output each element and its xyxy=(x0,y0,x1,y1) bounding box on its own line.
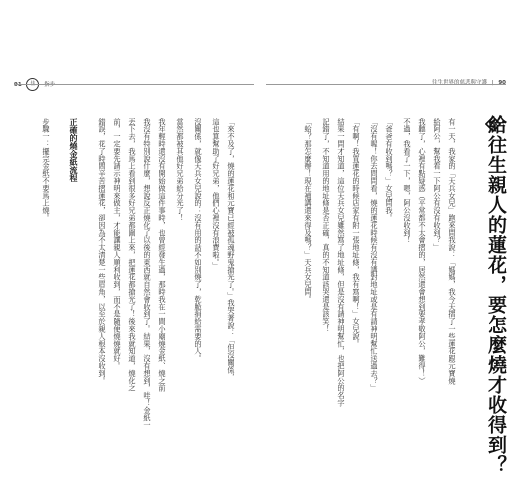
left-page-number: 91 xyxy=(14,82,22,88)
chapter-badge: 佳 xyxy=(26,78,39,91)
step-one: 步驟一：擺完金紙不要馬上燒。 xyxy=(42,118,51,222)
right-page-header: 往生世界的慈悲與守護 | 90 xyxy=(431,80,506,86)
paragraph: 「沒有喔！你去問問看，燒的蓮花時候有沒有講對地址或是有請神明幫忙送過去？」 xyxy=(370,118,379,392)
paragraph: 錯誤，花了時間辛苦摺蓮花，卻因為不太清楚一些眉角，以至於親人根本沒收到。 xyxy=(98,118,107,385)
paragraph: 丟下去，我馬上看到很多好兄弟都圍上來，把蓮花都搶光了！後來我就知道，燒化之 xyxy=(128,118,137,392)
paragraph: 結果一問才知道，這位天兵女兒雖然寫了地址條，但是沒有請神明幫忙，也把阿公的名字 xyxy=(337,118,346,407)
paragraph: 有一天，我家的「天兵女兒」跑來問我說：「媽媽，我今天摺了一些蓮花跟元寶燒 xyxy=(448,118,457,385)
paragraph: 「爸爸有收到嗎？」女兒問我。 xyxy=(385,118,394,222)
left-section-label: 指步 xyxy=(44,82,56,88)
paragraph: 給阿公，幫我看一下阿公有沒有收到？」 xyxy=(433,118,442,252)
paragraph: 前，一定要先請示神明來做主，才能讓親人順利收到，而不是隨便燒燒就好。 xyxy=(113,118,122,370)
paragraph: 我沒有特別說什麼，想說反正燒化了以後的東西就自然會收到了。結果，沒有想到，哇！金紙一 xyxy=(143,118,152,429)
paragraph: 記錯了，不知道用的地址條是否正確，真的不知道該哭還是該笑！ xyxy=(322,118,331,333)
right-header-rule xyxy=(266,84,506,85)
article-title: 給往生親人的蓮花，要怎麼燒才收得到？ xyxy=(485,115,507,475)
right-page-number: 90 xyxy=(498,80,506,86)
left-header-rule xyxy=(14,84,254,85)
paragraph: 我聽了，心裡有點疑惑（平常都不太會摺的，居然還會想到要孝敬阿公，難得！） xyxy=(418,118,427,385)
paragraph: 「蛤？那怎麼辦！現在補講還來得及嗎？」天兵女兒問。 xyxy=(304,118,313,303)
paragraph: 當然都被其他好兄弟給分光了！ xyxy=(176,118,185,222)
right-running-title: 往生世界的慈悲與守護 xyxy=(431,80,487,86)
paragraph: 「來不及了，燒的蓮花和元寶已經被孤魂野鬼搶光了。」我哭著說：「但沒關係， xyxy=(227,118,236,381)
paragraph: 這也算幫助了好兄弟，他們心裡沒有浪費啦。」 xyxy=(212,118,221,270)
paragraph: 沒關係，就像天兵女兒說的：沒有用的話不如別燒了，乾脆捐給需要的人。 xyxy=(194,118,203,363)
section-heading: 正確的燒金紙流程 xyxy=(69,118,79,182)
paragraph: 不過，我看了一下，嗯，阿公沒收到！ xyxy=(403,118,412,244)
paragraph: 我年輕時還沒有開始做這件事時，也曾經發生過，那時我在一間小廟燒金紙、燒之前 xyxy=(158,118,167,392)
paragraph: 「有啊！我買蓮花的時候店家有附一張地址條，我有寫啊！」女兒說。 xyxy=(352,118,361,348)
